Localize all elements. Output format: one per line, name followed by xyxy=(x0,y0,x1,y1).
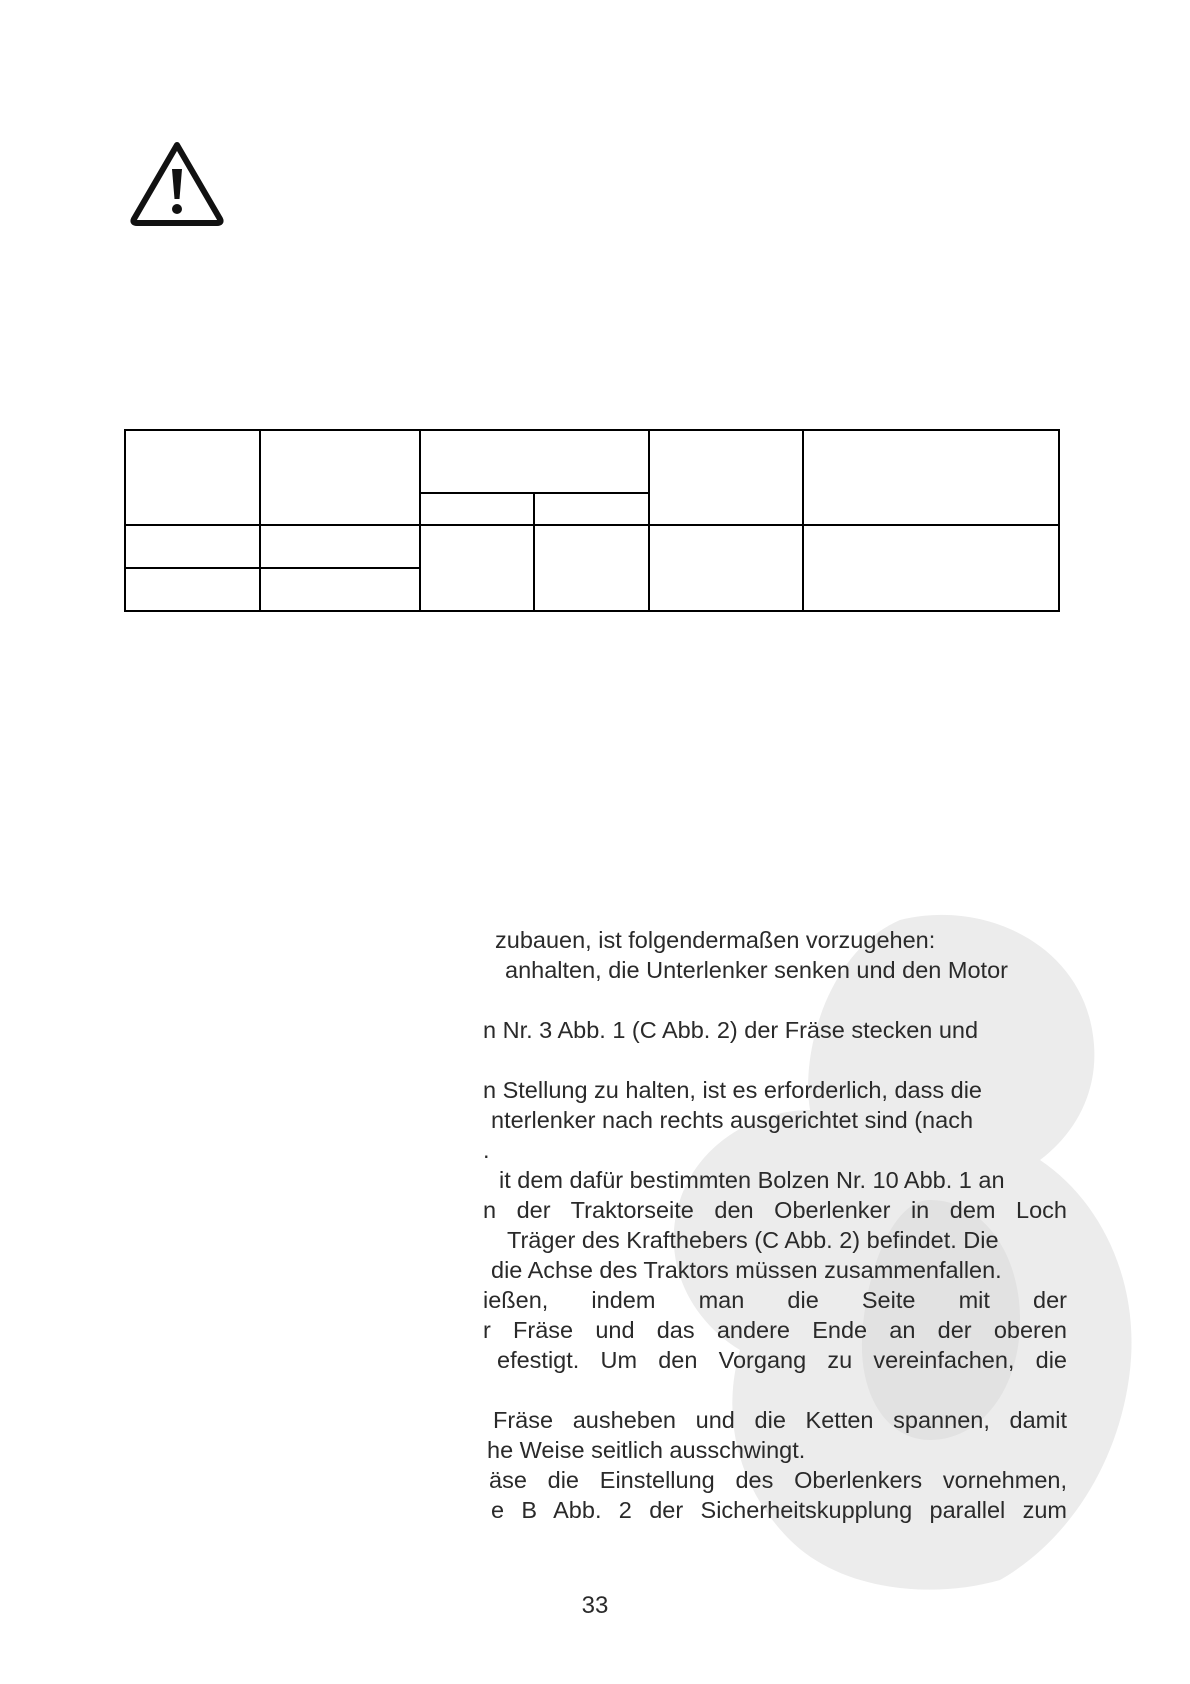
text-line: n Nr. 3 Abb. 1 (C Abb. 2) der Fräse stecken und xyxy=(483,1017,979,1043)
body-text xyxy=(483,925,1067,1525)
table-cells xyxy=(126,431,1058,524)
text-line: Träger des Krafthebers (C Abb. 2) befindet. Die xyxy=(507,1227,999,1253)
text-line: . xyxy=(483,1137,490,1163)
text-line: die Achse des Traktors müssen zusammenfallen. xyxy=(491,1257,1002,1283)
text-line: zubauen, ist folgendermaßen vorzugehen: xyxy=(495,927,936,953)
text-line: he Weise seitlich ausschwingt. xyxy=(487,1437,806,1463)
text-line: äse die Einstellung des Oberlenkers vornehmen, xyxy=(489,1467,1067,1493)
table-cell xyxy=(261,431,419,524)
text-line: n Stellung zu halten, ist es erforderlich, dass die xyxy=(483,1077,982,1103)
text-line: r Fräse und das andere Ende an der oberen xyxy=(483,1317,1067,1343)
text-line: e B Abb. 2 der Sicherheitskupplung parallel zum xyxy=(491,1497,1067,1523)
table-cell xyxy=(421,431,648,492)
table-cell xyxy=(650,431,802,524)
table-cell xyxy=(126,431,259,524)
text-line: anhalten, die Unterlenker senken und den Motor xyxy=(505,957,1008,983)
text-line: Fräse ausheben und die Ketten spannen, damit xyxy=(493,1407,1067,1433)
warning-triangle-icon xyxy=(128,139,226,227)
table-cell xyxy=(804,431,1058,524)
spec-table xyxy=(124,429,1060,612)
text-line: n der Traktorseite den Oberlenker in dem Loch xyxy=(483,1197,1067,1223)
text-line: nterlenker nach rechts ausgerichtet sind (nach xyxy=(491,1107,974,1133)
text-line: it dem dafür bestimmten Bolzen Nr. 10 Abb. 1 an xyxy=(499,1167,1005,1193)
text-line: efestigt. Um den Vorgang zu vereinfachen, die xyxy=(497,1347,1067,1373)
text-line: ießen, indem man die Seite mit der xyxy=(483,1287,1067,1313)
page-number: 33 xyxy=(581,1592,609,1619)
